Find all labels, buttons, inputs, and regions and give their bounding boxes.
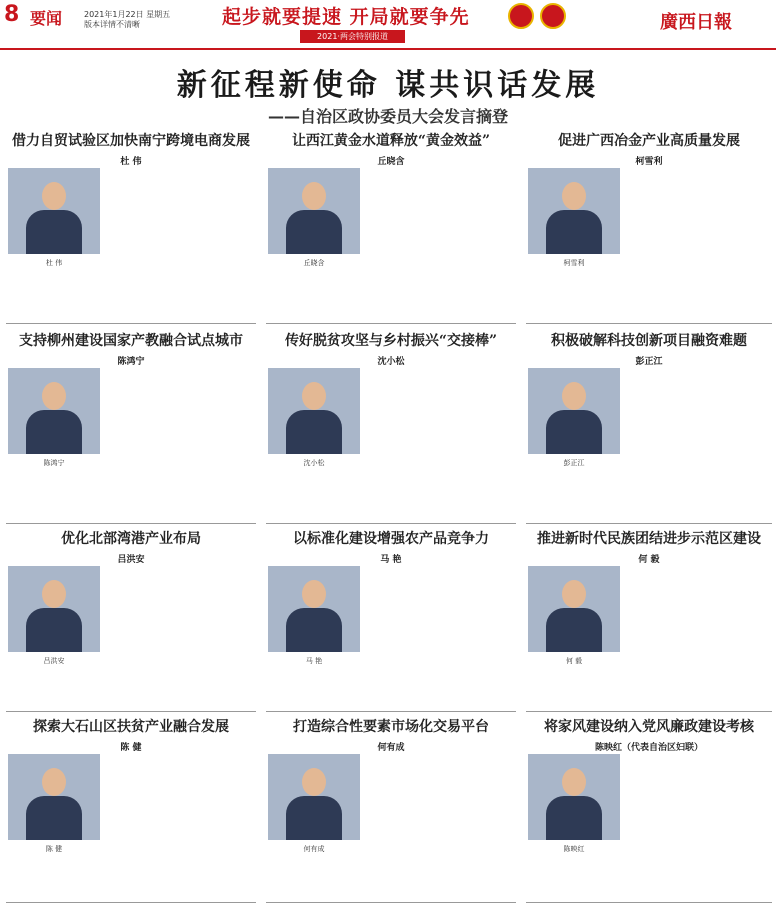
newspaper-logo: 廣西日報 — [660, 12, 732, 33]
section-name: 要闻 — [30, 9, 63, 28]
article — [6, 130, 256, 325]
article-author: 陈映红（代表自治区妇联） — [594, 743, 703, 753]
article-divider — [526, 323, 772, 324]
article-headline: 借力自贸试验区加快南宁跨境电商发展 — [12, 133, 250, 149]
article-author: 丘晓含 — [377, 157, 405, 167]
page-number: 8 — [4, 2, 20, 27]
portrait-photo — [8, 754, 100, 840]
article-divider — [6, 523, 256, 524]
article — [526, 130, 772, 325]
article-headline: 优化北部湾港产业布局 — [61, 531, 201, 547]
article-headline: 以标准化建设增强农产品竞争力 — [293, 531, 489, 547]
photo-caption: 陈映红 — [563, 845, 585, 853]
article-headline: 促进广西冶金产业高质量发展 — [558, 133, 740, 149]
article — [526, 330, 772, 525]
photo-caption: 丘晓含 — [303, 259, 325, 267]
article-divider — [266, 523, 516, 524]
cppcc-emblem-icon — [540, 3, 566, 29]
article-headline: 积极破解科技创新项目融资难题 — [551, 333, 747, 349]
article-body — [626, 168, 770, 321]
article — [6, 528, 256, 713]
photo-caption: 何 毅 — [565, 657, 583, 665]
article-headline: 传好脱贫攻坚与乡村振兴“交接棒” — [284, 333, 498, 349]
article — [6, 330, 256, 525]
photo-caption: 吕洪安 — [43, 657, 65, 665]
article-divider — [526, 711, 772, 712]
article-author: 柯雪利 — [635, 157, 663, 167]
photo-caption: 陈 健 — [45, 845, 63, 853]
portrait-photo — [528, 368, 620, 454]
portrait-photo — [528, 566, 620, 652]
article — [266, 528, 516, 713]
article-divider — [266, 902, 516, 903]
special-report-banner: 2021·两会特别报道 — [300, 30, 405, 43]
article-body — [626, 754, 770, 900]
article-author: 陈 健 — [120, 743, 142, 753]
portrait-photo — [528, 168, 620, 254]
photo-caption: 杜 伟 — [45, 259, 63, 267]
photo-caption: 陈鸿宁 — [43, 459, 65, 467]
article-divider — [266, 711, 516, 712]
article-author: 沈小松 — [377, 357, 405, 367]
article-divider — [526, 902, 772, 903]
portrait-photo — [268, 754, 360, 840]
article-body — [366, 754, 514, 900]
article-body — [366, 368, 514, 521]
issue-info — [84, 10, 170, 30]
slogan: 起步就要提速 开局就要争先 — [222, 6, 470, 28]
photo-caption: 沈小松 — [303, 459, 325, 467]
photo-caption: 柯雪利 — [563, 259, 585, 267]
article-author: 何 毅 — [638, 555, 660, 565]
page-title: 新征程新使命 谋共识话发展 — [176, 68, 600, 103]
issue-staff: 版本详情不清晰 — [84, 20, 140, 29]
portrait-photo — [8, 566, 100, 652]
page-subtitle: ——自治区政协委员大会发言摘登 — [267, 107, 508, 126]
article-body — [366, 168, 514, 321]
portrait-photo — [268, 368, 360, 454]
masthead — [0, 0, 776, 50]
portrait-photo — [8, 168, 100, 254]
article-body — [366, 566, 514, 709]
photo-caption: 彭正江 — [563, 459, 585, 467]
article-body — [106, 754, 254, 900]
article-author: 何有成 — [377, 743, 405, 753]
article-author: 马 艳 — [380, 555, 402, 565]
article — [526, 716, 772, 904]
article-headline: 打造综合性要素市场化交易平台 — [293, 719, 489, 735]
photo-caption: 马 艳 — [305, 657, 323, 665]
portrait-photo — [268, 566, 360, 652]
article — [266, 716, 516, 904]
article-divider — [6, 323, 256, 324]
article-author: 杜 伟 — [120, 157, 142, 167]
article — [266, 330, 516, 525]
article-body — [106, 168, 254, 321]
article-divider — [6, 902, 256, 903]
article-body — [106, 566, 254, 709]
article-divider — [526, 523, 772, 524]
portrait-photo — [528, 754, 620, 840]
article-author: 彭正江 — [635, 357, 663, 367]
article-headline: 探索大石山区扶贫产业融合发展 — [33, 719, 229, 735]
article-author: 陈鸿宁 — [117, 357, 145, 367]
article-body — [626, 368, 770, 521]
article-headline: 推进新时代民族团结进步示范区建设 — [537, 531, 761, 547]
article-divider — [266, 323, 516, 324]
article-author: 吕洪安 — [117, 555, 145, 565]
national-emblem-icon — [508, 3, 534, 29]
article-body — [106, 368, 254, 521]
article-body — [626, 566, 770, 709]
article-headline: 让西江黄金水道释放“黄金效益” — [291, 133, 491, 149]
photo-caption: 何有成 — [303, 845, 325, 853]
article-divider — [6, 711, 256, 712]
article — [6, 716, 256, 904]
portrait-photo — [268, 168, 360, 254]
issue-date: 2021年1月22日 星期五 — [84, 10, 171, 19]
portrait-photo — [8, 368, 100, 454]
article-headline: 支持柳州建设国家产教融合试点城市 — [19, 333, 243, 349]
article — [526, 528, 772, 713]
article-headline: 将家风建设纳入党风廉政建设考核 — [544, 719, 754, 735]
article — [266, 130, 516, 325]
